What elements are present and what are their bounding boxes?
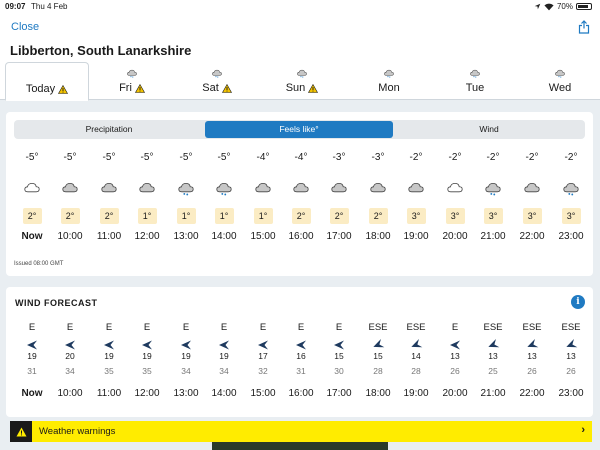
wind-direction: E xyxy=(182,322,190,333)
wind-arrow-cell xyxy=(51,340,89,350)
feels-like-cell xyxy=(51,206,89,224)
temperature: -5° xyxy=(140,152,154,163)
wind-arrow-icon xyxy=(103,340,115,350)
wind-arrow-icon xyxy=(218,340,230,350)
wind-gust: 28 xyxy=(373,366,383,376)
wind-gust: 34 xyxy=(181,366,191,376)
temperature: -4° xyxy=(294,152,308,163)
wind-direction: E xyxy=(66,322,74,333)
weather-icon-cell xyxy=(205,180,243,196)
wind-arrow-cell xyxy=(13,340,51,350)
wind-speed: 15 xyxy=(334,351,344,361)
wind-arrow-icon xyxy=(141,340,153,350)
battery-icon xyxy=(576,3,592,10)
hour-label: 10:00 xyxy=(57,231,83,242)
wind-speed: 13 xyxy=(488,351,498,361)
warning-icon xyxy=(58,85,68,94)
chevron-right-icon: › xyxy=(581,424,585,436)
wind-speed: 19 xyxy=(219,351,229,361)
wind-speed: 15 xyxy=(373,351,383,361)
tab-sat[interactable] xyxy=(175,62,259,100)
tab-mon[interactable] xyxy=(347,62,431,100)
hour-label: 22:00 xyxy=(519,388,545,399)
tab-label xyxy=(90,82,174,94)
feels-like-value: 3° xyxy=(484,208,503,224)
cloud-icon xyxy=(137,180,157,196)
cloud-icon xyxy=(99,180,119,196)
wind-gust: 34 xyxy=(219,366,229,376)
hour-label: 23:00 xyxy=(558,388,584,399)
wind-direction: E xyxy=(143,322,151,333)
wind-direction: E xyxy=(105,322,113,333)
wind-speed: 17 xyxy=(258,351,268,361)
feels-like-cell xyxy=(474,206,512,224)
cloud-outline-icon xyxy=(445,180,465,196)
temperature: -5° xyxy=(25,152,39,163)
wind-direction: E xyxy=(451,322,459,333)
hour-label: 17:00 xyxy=(326,231,352,242)
cloud-icon xyxy=(329,180,349,196)
status-bar xyxy=(0,0,600,13)
feels-like-value: 1° xyxy=(215,208,234,224)
location-arrow-icon xyxy=(534,3,541,10)
weather-icon-cell xyxy=(282,180,320,196)
cloud-rain-icon xyxy=(483,180,503,196)
wind-gust: 31 xyxy=(296,366,306,376)
feels-like-cell xyxy=(13,206,51,224)
day-tabs xyxy=(0,62,600,100)
feels-like-cell xyxy=(552,206,590,224)
feels-like-value: 2° xyxy=(369,208,388,224)
hour-label: 22:00 xyxy=(519,231,545,242)
wifi-icon xyxy=(544,3,554,11)
feels-like-value: 1° xyxy=(138,208,157,224)
wind-arrow-icon xyxy=(449,340,461,350)
feels-like-value: 3° xyxy=(562,208,581,224)
tab-label xyxy=(260,82,344,94)
wind-gust: 35 xyxy=(142,366,152,376)
wind-speed: 13 xyxy=(527,351,537,361)
location-title: Libberton, South Lanarkshire xyxy=(10,43,192,58)
tab-weather-icon xyxy=(382,68,396,78)
weather-icon-cell xyxy=(552,180,590,196)
wind-direction: E xyxy=(28,322,36,333)
hour-label: 20:00 xyxy=(442,388,468,399)
info-icon[interactable]: i xyxy=(571,295,585,309)
tab-weather-icon xyxy=(210,68,224,78)
tab-weather-icon xyxy=(468,68,482,78)
weather-icon-cell xyxy=(513,180,551,196)
cloud-rain-icon xyxy=(214,180,234,196)
hour-label: Now xyxy=(21,231,43,242)
feels-like-value: 3° xyxy=(407,208,426,224)
wind-arrow-icon xyxy=(525,338,540,352)
temperature: -2° xyxy=(564,152,578,163)
hour-label: 13:00 xyxy=(173,231,199,242)
header xyxy=(0,13,600,100)
tab-sun[interactable] xyxy=(260,62,344,100)
wind-arrow-icon xyxy=(409,338,424,352)
weather-icon-cell xyxy=(90,180,128,196)
wind-forecast-title: WIND FORECAST xyxy=(15,298,98,308)
toggle-wind[interactable]: Wind xyxy=(479,124,499,134)
share-icon[interactable] xyxy=(578,20,590,34)
wind-arrow-icon xyxy=(486,338,501,352)
feels-like-cell xyxy=(320,206,358,224)
hour-label: 11:00 xyxy=(96,231,122,242)
wind-speed: 20 xyxy=(65,351,75,361)
temperature: -5° xyxy=(102,152,116,163)
wind-arrow-icon xyxy=(295,340,307,350)
hour-label: 11:00 xyxy=(96,388,122,399)
wind-arrow-cell xyxy=(90,340,128,350)
feels-like-value: 1° xyxy=(177,208,196,224)
tab-label-text: Mon xyxy=(378,82,400,94)
wind-arrow-cell xyxy=(397,340,435,350)
tab-fri[interactable] xyxy=(90,62,174,100)
tab-today[interactable] xyxy=(5,62,89,101)
hour-label: 12:00 xyxy=(134,231,160,242)
feels-like-value: 3° xyxy=(446,208,465,224)
feels-like-cell xyxy=(90,206,128,224)
cloud-icon xyxy=(406,180,426,196)
wind-speed: 16 xyxy=(296,351,306,361)
cloud-icon xyxy=(522,180,542,196)
cloud-rain-icon xyxy=(561,180,581,196)
weather-icon-cell xyxy=(320,180,358,196)
wind-arrow-icon xyxy=(64,340,76,350)
tab-label xyxy=(175,82,259,94)
wind-arrow-cell xyxy=(167,340,205,350)
feels-like-cell xyxy=(128,206,166,224)
tab-label xyxy=(347,82,431,94)
wind-direction: E xyxy=(297,322,305,333)
tab-label-text: Sun xyxy=(285,82,306,94)
hour-label: 13:00 xyxy=(173,388,199,399)
wind-arrow-cell xyxy=(436,340,474,350)
wind-direction: ESE xyxy=(561,322,581,333)
hour-label: 23:00 xyxy=(558,231,584,242)
temperature: -5° xyxy=(179,152,193,163)
wind-arrow-cell xyxy=(282,340,320,350)
weather-icon-cell xyxy=(51,180,89,196)
weather-icon-cell xyxy=(436,180,474,196)
feels-like-cell xyxy=(397,206,435,224)
feels-like-value: 2° xyxy=(23,208,42,224)
wind-speed: 13 xyxy=(450,351,460,361)
toggle-precipitation[interactable]: Precipitation xyxy=(85,124,133,134)
tab-weather-icon xyxy=(295,68,309,78)
weather-icon-cell xyxy=(244,180,282,196)
wind-arrow-cell xyxy=(552,340,590,350)
warning-icon xyxy=(222,84,232,93)
promo-image xyxy=(212,442,388,450)
cloud-icon xyxy=(253,180,273,196)
temperature: -2° xyxy=(525,152,539,163)
hour-label: 19:00 xyxy=(403,231,429,242)
warning-icon-box xyxy=(10,421,32,442)
cloud-icon xyxy=(368,180,388,196)
feels-like-cell xyxy=(359,206,397,224)
warning-triangle-icon xyxy=(16,427,27,437)
tab-label-text: Fri xyxy=(119,82,132,94)
wind-arrow-cell xyxy=(205,340,243,350)
feels-like-cell xyxy=(513,206,551,224)
wind-gust: 32 xyxy=(258,366,268,376)
temperature: -2° xyxy=(448,152,462,163)
temperature: -2° xyxy=(486,152,500,163)
tab-wed[interactable] xyxy=(518,62,600,100)
hour-label: 17:00 xyxy=(326,388,352,399)
wind-direction: ESE xyxy=(368,322,388,333)
temperature: -5° xyxy=(63,152,77,163)
warning-icon xyxy=(308,84,318,93)
wind-arrow-icon xyxy=(333,340,345,350)
hour-label: 19:00 xyxy=(403,388,429,399)
feels-like-value: 2° xyxy=(292,208,311,224)
tab-label xyxy=(518,82,600,94)
wind-arrow-cell xyxy=(244,340,282,350)
feels-like-value: 1° xyxy=(254,208,273,224)
wind-direction: E xyxy=(259,322,267,333)
wind-forecast-card xyxy=(6,287,593,417)
temperature: -5° xyxy=(217,152,231,163)
hour-label: 14:00 xyxy=(211,231,237,242)
hourly-forecast-card xyxy=(6,112,593,276)
wind-gust: 26 xyxy=(450,366,460,376)
feels-like-value: 2° xyxy=(61,208,80,224)
wind-arrow-cell xyxy=(128,340,166,350)
tab-weather-icon xyxy=(125,68,139,78)
feels-like-cell xyxy=(167,206,205,224)
status-right xyxy=(534,0,592,13)
weather-icon-cell xyxy=(167,180,205,196)
wind-direction: E xyxy=(220,322,228,333)
hour-label: 12:00 xyxy=(134,388,160,399)
hour-label: 15:00 xyxy=(250,388,276,399)
feels-like-cell xyxy=(205,206,243,224)
wind-gust: 30 xyxy=(334,366,344,376)
wind-speed: 19 xyxy=(142,351,152,361)
toggle-feels-like[interactable]: Feels like° xyxy=(205,121,393,138)
hour-label: 18:00 xyxy=(365,388,391,399)
forecast-mode-toggle xyxy=(14,120,585,139)
feels-like-value: 3° xyxy=(523,208,542,224)
feels-like-value: 2° xyxy=(330,208,349,224)
wind-arrow-cell xyxy=(513,340,551,350)
tab-label-text: Sat xyxy=(202,82,219,94)
wind-arrow-cell xyxy=(359,340,397,350)
wind-gust: 35 xyxy=(104,366,114,376)
wind-direction: ESE xyxy=(406,322,426,333)
feels-like-cell xyxy=(436,206,474,224)
weather-icon-cell xyxy=(359,180,397,196)
wind-arrow-icon xyxy=(180,340,192,350)
cloud-icon xyxy=(60,180,80,196)
hour-label: 16:00 xyxy=(288,388,314,399)
weather-warnings-bar[interactable] xyxy=(10,421,592,442)
wind-direction: E xyxy=(335,322,343,333)
weather-icon-cell xyxy=(397,180,435,196)
wind-arrow-icon xyxy=(371,338,386,352)
feels-like-value: 2° xyxy=(100,208,119,224)
weather-icon-cell xyxy=(13,180,51,196)
wind-gust: 25 xyxy=(488,366,498,376)
weather-icon-cell xyxy=(474,180,512,196)
tab-label xyxy=(6,83,88,95)
hour-label: 14:00 xyxy=(211,388,237,399)
hour-label: 10:00 xyxy=(57,388,83,399)
wind-gust: 34 xyxy=(65,366,75,376)
battery-percent: 70% xyxy=(556,2,573,11)
warning-icon xyxy=(135,84,145,93)
close-button[interactable]: Close xyxy=(11,21,40,33)
wind-speed: 14 xyxy=(411,351,421,361)
wind-arrow-cell xyxy=(474,340,512,350)
wind-speed: 13 xyxy=(566,351,576,361)
tab-label xyxy=(433,82,517,94)
wind-gust: 28 xyxy=(411,366,421,376)
tab-label-text: Tue xyxy=(465,82,485,94)
wind-gust: 26 xyxy=(527,366,537,376)
wind-arrow-icon xyxy=(26,340,38,350)
weather-warnings-label: Weather warnings xyxy=(39,426,116,437)
wind-arrow-icon xyxy=(257,340,269,350)
wind-direction: ESE xyxy=(522,322,542,333)
temperature: -3° xyxy=(371,152,385,163)
wind-speed: 19 xyxy=(181,351,191,361)
issued-time: Issued 08:00 GMT xyxy=(14,261,64,267)
tab-tue[interactable] xyxy=(433,62,517,100)
tab-weather-icon xyxy=(553,68,567,78)
cloud-icon xyxy=(291,180,311,196)
hour-label: 18:00 xyxy=(365,231,391,242)
temperature: -2° xyxy=(409,152,423,163)
wind-speed: 19 xyxy=(104,351,114,361)
wind-direction: ESE xyxy=(483,322,503,333)
hour-label: 21:00 xyxy=(480,231,506,242)
cloud-outline-icon xyxy=(22,180,42,196)
tab-label-text: Today xyxy=(25,83,56,95)
wind-gust: 31 xyxy=(27,366,37,376)
cloud-rain-icon xyxy=(176,180,196,196)
tab-label-text: Wed xyxy=(548,82,572,94)
temperature: -3° xyxy=(332,152,346,163)
wind-speed: 19 xyxy=(27,351,37,361)
hour-label: 21:00 xyxy=(480,388,506,399)
status-date: Thu 4 Feb xyxy=(31,2,68,11)
temperature: -4° xyxy=(256,152,270,163)
wind-arrow-icon xyxy=(564,338,579,352)
hour-label: Now xyxy=(21,388,43,399)
hour-label: 15:00 xyxy=(250,231,276,242)
feels-like-cell xyxy=(282,206,320,224)
wind-gust: 26 xyxy=(566,366,576,376)
weather-icon-cell xyxy=(128,180,166,196)
feels-like-cell xyxy=(244,206,282,224)
hour-label: 20:00 xyxy=(442,231,468,242)
status-time: 09:07 xyxy=(5,2,26,11)
hour-label: 16:00 xyxy=(288,231,314,242)
wind-arrow-cell xyxy=(320,340,358,350)
